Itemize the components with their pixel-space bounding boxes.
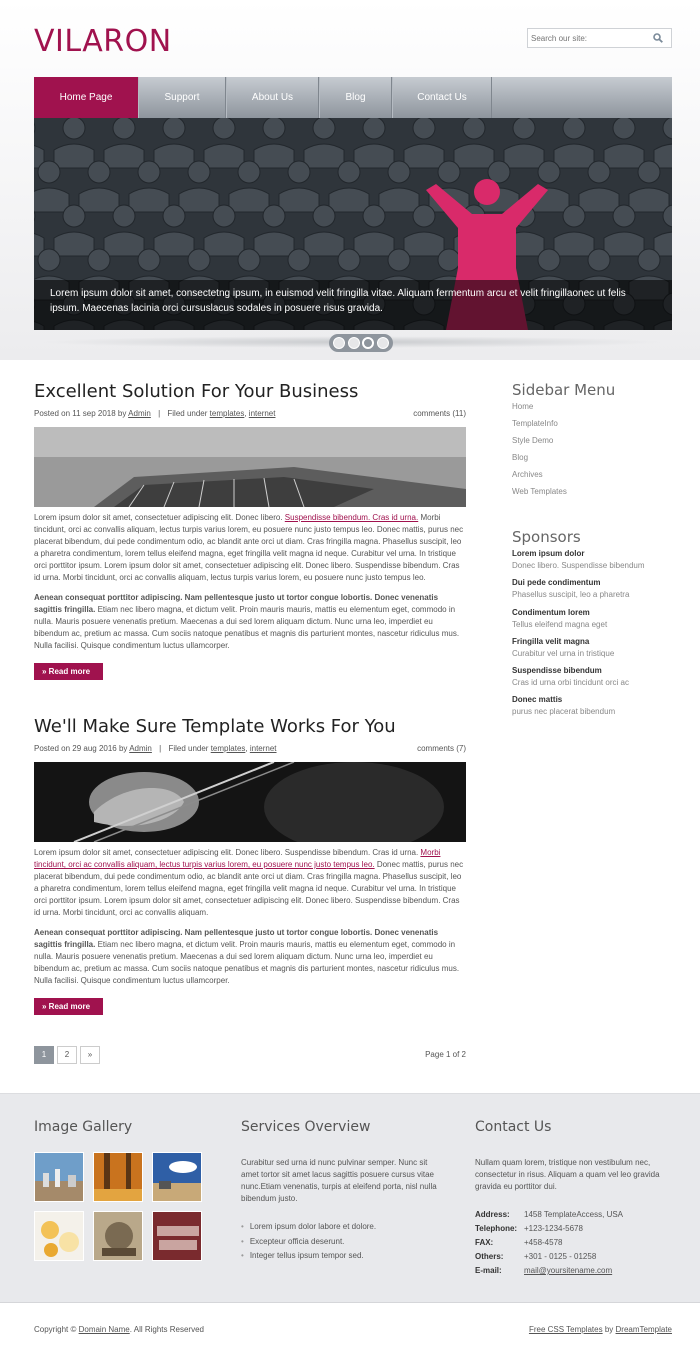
page-1-button[interactable]: 1 xyxy=(34,1046,54,1064)
slider-dot-4[interactable] xyxy=(377,337,389,349)
tag-link-templates[interactable]: templates xyxy=(209,409,245,418)
gallery-thumb-autumn-trees[interactable] xyxy=(93,1152,143,1202)
tag-link-internet[interactable]: internet xyxy=(248,409,276,418)
meta-separator: | xyxy=(158,409,161,418)
posted-on: Posted on 11 sep 2018 by xyxy=(34,409,127,418)
nav-support[interactable]: Support xyxy=(138,77,226,118)
post-title[interactable]: We'll Make Sure Template Works For You xyxy=(34,716,396,737)
author-link[interactable]: Admin xyxy=(128,409,151,418)
contact-table xyxy=(475,1209,675,1279)
nav-home-page[interactable]: Home Page xyxy=(34,77,138,118)
sponsor-item[interactable]: Fringilla velit magna Curabitur vel urna in tristique xyxy=(512,636,615,658)
services-list xyxy=(241,1221,441,1265)
list-item: • Lorem ipsum dolor labore et dolore. xyxy=(241,1221,441,1236)
search-input[interactable] xyxy=(528,29,648,47)
contact-row: FAX: +458-4578 xyxy=(475,1238,563,1247)
services-overview xyxy=(241,1157,441,1265)
search-icon[interactable] xyxy=(653,33,663,43)
email-link[interactable]: mail@yoursitename.com xyxy=(524,1266,613,1275)
post-meta: Posted on 29 aug 2016 by Admin | Filed under templates, internet comments (7) xyxy=(34,744,466,753)
nav-contact-us[interactable]: Contact Us xyxy=(392,77,492,118)
inline-link[interactable]: Morbi tincidunt, orci ac convallis aliquam, lectus turpis varius lorem, eu posuere nunc justo tempus leo. xyxy=(34,848,441,869)
site-logo[interactable]: VILARON xyxy=(34,24,172,59)
sidebar-item-style-demo[interactable]: Style Demo xyxy=(512,436,554,445)
contact-text: Nullam quam lorem, tristique non vestibulum nec, consectetur in risus. Aliquam a quam vel leo gravida gravida eu porttitor dui. xyxy=(475,1158,660,1191)
slider-pagination xyxy=(329,334,393,352)
gallery-thumb-flowers[interactable] xyxy=(34,1211,84,1261)
image-gallery xyxy=(34,1152,202,1261)
sponsor-item[interactable]: Lorem ipsum dolor Donec libero. Suspendisse bibendum xyxy=(512,549,645,570)
main-nav xyxy=(34,77,672,118)
inline-link[interactable]: Suspendisse bibendum. Cras id urna. xyxy=(284,513,419,522)
post-image[interactable] xyxy=(34,427,466,507)
services-text: Curabitur sed urna id nunc pulvinar semper. Nunc sit amet tortor sit amet lacus sagittis posuere cursus vitae nunc.Etiam venenatis, turpis at eleifend porta, nisl nulla bibendum justo. xyxy=(241,1158,437,1203)
sidebar-item-templateinfo[interactable]: TemplateInfo xyxy=(512,419,558,428)
pagination xyxy=(34,1046,100,1064)
contact-info xyxy=(475,1157,675,1279)
filed-under: Filed under xyxy=(168,744,209,753)
contact-row: Telephone: +123-1234-5678 xyxy=(475,1224,583,1233)
services-title: Services Overview xyxy=(241,1119,371,1135)
post-excerpt-2: Aenean consequat porttitor adipiscing. Nam pellentesque justo ut tortor congue lobortis. Donec venenatis sagittis fringilla. Etiam nec libero magna, et dictum velit. Proin mauris mauris, mattis eu elementum eget, commodo in nulla. Mauris posuere venenatis pretium. Maecenas a dui sed lorem aliquam dictum. Nunc urna leo, imperdiet eu bibendum ac, pretium ac massa. Cum sociis natoque penatibus et magnis dis parturient montes, nascetur ridiculus mus. Nulla facilisi. Quisque condimentum luctus ullamcorper. xyxy=(34,928,460,985)
blog-post xyxy=(34,716,466,1015)
slider-dot-1[interactable] xyxy=(333,337,345,349)
sidebar-item-home[interactable]: Home xyxy=(512,402,534,411)
sponsor-item[interactable]: Condimentum lorem Tellus eleifend magna eget xyxy=(512,607,608,629)
copyright: Copyright © Domain Name. All Rights Reserved xyxy=(34,1325,204,1334)
sidebar-menu xyxy=(512,402,567,504)
sponsor-item[interactable]: Suspendisse bibendum Cras id urna orbi tincidunt orci ac xyxy=(512,666,629,688)
post-image[interactable] xyxy=(34,762,466,842)
domain-name-link[interactable]: Domain Name xyxy=(78,1325,130,1334)
contact-row: Address: 1458 TemplateAccess, USA xyxy=(475,1210,624,1219)
gallery-title: Image Gallery xyxy=(34,1119,133,1135)
author-link[interactable]: Admin xyxy=(129,744,152,753)
comments-link[interactable]: comments (7) xyxy=(417,744,466,753)
search-box[interactable] xyxy=(527,28,672,48)
sidebar-item-blog[interactable]: Blog xyxy=(512,453,529,462)
slider-dot-3[interactable] xyxy=(362,337,374,349)
comments-link[interactable]: comments (11) xyxy=(413,409,466,418)
dreamtemplate-link[interactable]: DreamTemplate xyxy=(615,1325,672,1334)
contact-title: Contact Us xyxy=(475,1119,552,1135)
read-more-button[interactable]: » Read more xyxy=(34,663,103,680)
sidebar-menu-title: Sidebar Menu xyxy=(512,381,616,399)
slider-caption: Lorem ipsum dolor sit amet, consectetng ipsum, in euismod velit fringilla vitae. Aliquam fermentum arcu et velit fringillaonec ut felis ipsum. Maecenas lacinia orci cursuslacus sodales in posuere risus gravida. xyxy=(34,280,672,330)
post-meta: Posted on 11 sep 2018 by Admin | Filed under templates, internet comments (11) xyxy=(34,409,466,418)
page-2-button[interactable]: 2 xyxy=(57,1046,77,1064)
page-of-label: Page 1 of 2 xyxy=(425,1050,466,1059)
list-item: • Integer tellus ipsum tempor sed. xyxy=(241,1250,441,1265)
post-excerpt: Lorem ipsum dolor sit amet, consectetuer adipiscing elit. Donec libero. Suspendisse bibendum. Cras id urna. Morbi tincidunt, orci ac convallis aliquam, lectus turpis varius lorem, eu posuere nunc justo tempus leo. Donec mattis, purus nec placerat bibendum, dui pede condimentum odio, ac blandit ante orci ut diam. Cras fringilla magna. Phasellus suscipit, leo a pharetra condimentum, lorem tellus eleifend magna, eget fringilla velit magna id neque. Curabitur vel urna. In tristique orci porttitor ipsum. Lorem ipsum dolor sit amet, consectetuer adipiscing elit. Donec libero. Suspendisse bibendum. Cras id urna. Morbi tincidunt, orci ac convallis aliquam, lectus turpis varius lorem, eu posuere nunc justo tempus leo. xyxy=(34,513,464,582)
gallery-thumb-vintage[interactable] xyxy=(93,1211,143,1261)
posted-on: Posted on 29 aug 2016 by xyxy=(34,744,128,753)
slider-dot-2[interactable] xyxy=(348,337,360,349)
sponsor-item[interactable]: Donec mattis purus nec placerat bibendum xyxy=(512,695,616,717)
tag-link-internet[interactable]: internet xyxy=(249,744,277,753)
tag-link-templates[interactable]: templates xyxy=(210,744,246,753)
gallery-thumb-city[interactable] xyxy=(34,1152,84,1202)
read-more-button[interactable]: » Read more xyxy=(34,998,103,1015)
post-title[interactable]: Excellent Solution For Your Business xyxy=(34,381,359,402)
contact-row: E-mail: mail@yoursitename.com xyxy=(475,1265,675,1279)
sidebar-item-archives[interactable]: Archives xyxy=(512,470,543,479)
nav-blog[interactable]: Blog xyxy=(319,77,392,118)
hero-slider[interactable] xyxy=(34,118,672,330)
post-excerpt-2: Aenean consequat porttitor adipiscing. Nam pellentesque justo ut tortor congue lobortis. Donec venenatis sagittis fringilla. Etiam nec libero magna, et dictum velit. Proin mauris mauris, mattis eu elementum eget, commodo in nulla. Mauris posuere venenatis pretium. Maecenas a dui sed lorem aliquam dictum. Nunc urna leo, imperdiet eu bibendum ac, pretium ac massa. Cum sociis natoque penatibus et magnis dis parturient montes, nascetur ridiculus mus. Nulla facilisi. Quisque condimentum luctus ullamcorper. xyxy=(34,593,460,650)
gallery-thumb-road[interactable] xyxy=(152,1152,202,1202)
meta-separator: | xyxy=(159,744,162,753)
list-item: • Excepteur officia deserunt. xyxy=(241,1236,441,1251)
filed-under: Filed under xyxy=(167,409,208,418)
contact-row: Others: +301 - 0125 - 01258 xyxy=(475,1252,597,1261)
free-css-templates-link[interactable]: Free CSS Templates xyxy=(528,1325,603,1334)
credits: Free CSS Templates by DreamTemplate xyxy=(528,1325,672,1334)
gallery-thumb-velvet-drop[interactable] xyxy=(152,1211,202,1261)
post-excerpt: Lorem ipsum dolor sit amet, consectetuer adipiscing elit. Donec libero. Suspendisse bibendum. Cras id urna. Morbi tincidunt, orci ac convallis aliquam, lectus turpis varius lorem, eu posuere nunc justo tempus leo. Donec mattis, purus nec placerat bibendum, dui pede condimentum odio, ac blandit ante orci ut diam. Cras fringilla magna. Phasellus suscipit, leo a pharetra condimentum, lorem tellus eleifend magna, eget fringilla velit magna id neque. Curabitur vel urna. In tristique orci porttitor ipsum. Lorem ipsum dolor sit amet, consectetuer adipiscing elit. Donec libero. Suspendisse bibendum. Cras id urna. Morbi tincidunt, orci ac convallis aliquam. xyxy=(34,848,464,917)
sidebar-item-web-templates[interactable]: Web Templates xyxy=(512,487,567,496)
blog-post xyxy=(34,381,466,680)
next-page-button[interactable]: » xyxy=(80,1046,100,1064)
sponsors-list xyxy=(512,549,672,725)
sponsor-item[interactable]: Dui pede condimentum Phasellus suscipit, leo a pharetra xyxy=(512,578,630,600)
nav-about-us[interactable]: About Us xyxy=(226,77,319,118)
sponsors-title: Sponsors xyxy=(512,528,581,546)
